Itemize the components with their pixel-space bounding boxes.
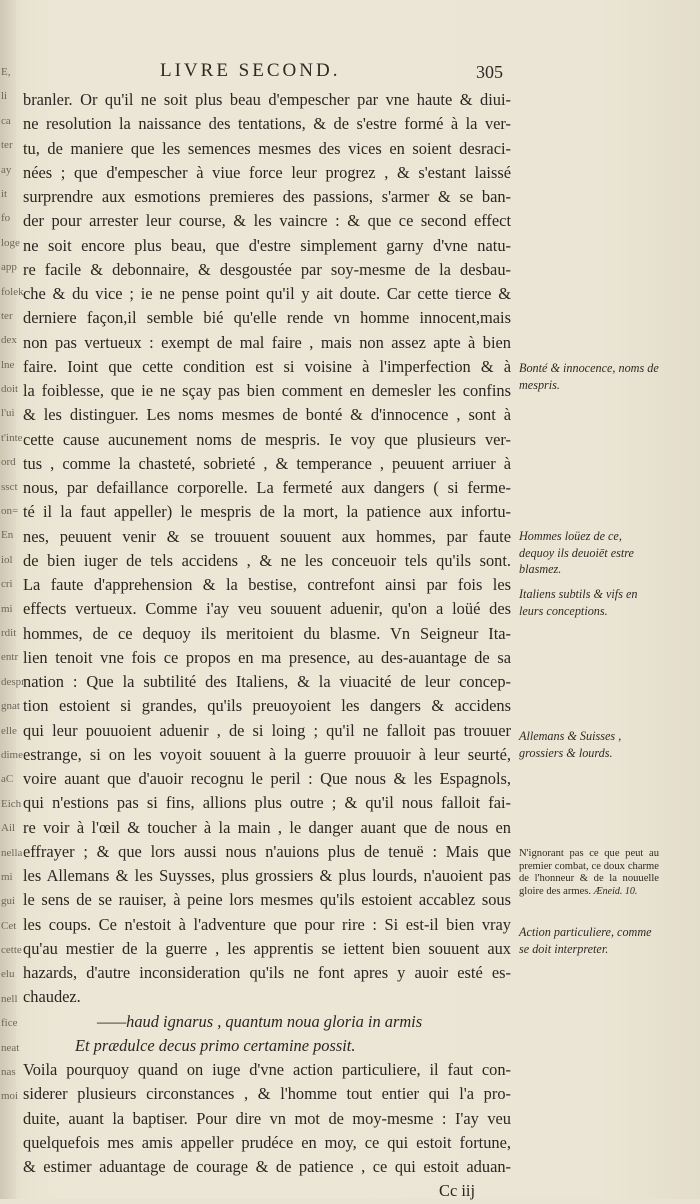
- text-line: re voir à l'œil & toucher à la main , le danger auant que de nous en: [23, 817, 511, 837]
- margin-note-translation: [519, 848, 659, 898]
- bleed-fragment: elle: [1, 724, 17, 737]
- bleed-fragment: elu: [1, 968, 15, 981]
- text-line: estrange, si on les voyoit souuent à la guerre prouuoir à leur seurté,: [23, 744, 511, 764]
- text-line: le sens de se rauiser, à peine lors mesmes qu'ils estoient accablez sous: [23, 890, 511, 910]
- bleed-fragment: ssct: [1, 480, 18, 493]
- bleed-fragment: it: [1, 187, 8, 200]
- source-citation: Æneid. 10.: [593, 885, 638, 897]
- text-line: de bien iuger de tels accidens , & ne les conceuoir tels qu'ils sont.: [23, 550, 511, 570]
- text-line: les Allemans & les Suysses, plus grossiers & plus lourds, n'auoient pas: [23, 866, 511, 885]
- latin-quote-line: ——haud ignarus , quantum noua gloria in armis: [97, 1011, 423, 1031]
- bleed-fragment: nell: [1, 992, 18, 1005]
- bleed-fragment: ay: [1, 163, 12, 176]
- text-line: voire auant que d'auoir recognu le peril : Que nous & les Espagnols,: [23, 769, 511, 788]
- margin-note: Action particuliere, comme se doit interpreter.: [519, 925, 652, 956]
- text-line: té il la faut appeller) le mespris de la mort, la patience aux infortu-: [23, 502, 511, 522]
- page-number: 305: [476, 62, 503, 82]
- text-line: les coups. Ce n'estoit à l'adventure que pour rire : Si est-il bien vray: [23, 914, 511, 934]
- bleed-fragment: cri: [1, 578, 13, 591]
- text-line: & estimer aduantage de courage & de patience , ce qui estoit aduan-: [23, 1157, 511, 1176]
- bleed-fragment: mi: [1, 870, 13, 883]
- text-line: siderer plusieurs circonstances , & l'homme tout entier qui l'a pro-: [23, 1084, 511, 1104]
- text-line: der pour arrester leur course, & les vaincre : & que ce second effect: [23, 211, 511, 231]
- margin-note: Italiens subtils & vifs en leurs conceptions.: [519, 587, 638, 618]
- bleed-fragment: moi: [1, 1090, 19, 1103]
- bleed-fragment: rdit: [1, 626, 17, 639]
- bleed-fragment: cette: [1, 944, 22, 957]
- text-line: derniere façon,il semble bié qu'elle rende vn homme innocent,mais: [23, 308, 511, 328]
- text-line: qu'au mestier de la guerre , les apprentis se iettent bien souuent aux: [23, 938, 511, 958]
- text-line: lien tenoit vne fois ce propos en ma presence, au des-auantage de sa: [23, 647, 511, 667]
- bleed-fragment: doit: [1, 383, 19, 396]
- bleed-fragment: nella: [1, 846, 23, 859]
- text-line: qui n'estions pas si fins, allions plus outre ; & qu'il nous falloit fai-: [23, 793, 511, 813]
- bleed-fragment: on=: [1, 505, 19, 518]
- bleed-fragment: fo: [1, 212, 11, 225]
- text-line: che & du vice ; ie ne pense point qu'il y ait doute. Car cette tierce &: [23, 284, 511, 303]
- text-line: hazards, d'autre inconsideration qu'ils ne font apres y auoir esté es-: [23, 963, 511, 982]
- bleed-fragment: neat: [1, 1041, 20, 1054]
- text-line: nées ; que d'empescher à viue force leur progrez , & s'estant laissé: [23, 162, 511, 182]
- text-line: nous, par defaillance corporelle. La fermeté aux dangers ( si ferme-: [23, 478, 511, 497]
- bleed-fragment: mi: [1, 602, 13, 615]
- text-line: tion estoient si grandes, qu'ils preuoyoient les dangers & accidens: [23, 696, 511, 716]
- text-line: effects vertueux. Comme i'ay veu souuent aduenir, qu'on a loüé des: [23, 599, 511, 619]
- text-line: re facile & debonnaire, & desgoustée par soy-mesme de la desbau-: [23, 259, 511, 279]
- text-line: nes, peuuent venir & se trouuent souuent aux hommes, par faute: [23, 526, 511, 546]
- bleed-fragment: folek: [1, 285, 24, 298]
- text-line: duite, auant la baptiser. Pour dire vn mot de moy-mesme : I'ay veu: [23, 1108, 511, 1128]
- text-line: ne resolution la naissance des tentations, & de s'estre formé à la ver-: [23, 114, 511, 134]
- bleed-fragment: dime: [1, 748, 23, 761]
- bleed-fragment: loge: [1, 236, 20, 249]
- text-line: faire. Ioint que cette condition est si voisine à l'imperfection & à: [23, 356, 511, 376]
- running-title: LIVRE SECOND.: [160, 60, 341, 81]
- bleed-fragment: ca: [1, 114, 11, 127]
- text-line: La faute d'apprehension & la bestise, contrefont ainsi par fois les: [23, 575, 511, 594]
- text-line: chaudez.: [23, 987, 81, 1007]
- text-line: tu, de maniere que les semences mesmes des vices en soient desraci-: [23, 138, 511, 158]
- bleed-fragment: gnat: [1, 700, 20, 713]
- bleed-fragment: app: [1, 261, 17, 274]
- text-line: cette cause aucunement noms de mespris. Ie voy que plusieurs ver-: [23, 429, 511, 449]
- bleed-fragment: aC: [1, 773, 14, 786]
- text-line: & les distinguer. Les noms mesmes de bonté & d'innocence , sont à: [23, 405, 511, 425]
- bleed-fragment: nas: [1, 1066, 16, 1079]
- bleed-fragment: E,: [1, 66, 11, 78]
- text-line: surprendre aux esmotions premieres des passions, s'armer & se ban-: [23, 187, 511, 206]
- margin-note: Allemans & Suisses , grossiers & lourds.: [519, 729, 622, 760]
- text-line: qui leur pouuoient aduenir , de si loing ; qu'il ne falloit pas trouuer: [23, 720, 511, 740]
- bleed-fragment: ord: [1, 456, 16, 469]
- text-line: quelquefois mes amis appeller prudéce en moy, ce qui estoit fortune,: [23, 1132, 511, 1152]
- bleed-fragment: Ail: [1, 822, 16, 835]
- latin-quote-line: Et prædulce decus primo certamine possit.: [75, 1035, 356, 1055]
- bleed-fragment: l'ui: [1, 407, 15, 420]
- bleed-fragment: ter: [1, 309, 13, 322]
- margin-note: Hommes loüez de ce, dequoy ils deuoiēt estre blasmez.: [519, 529, 634, 576]
- text-line: hommes, de ce dequoy ils meritoient du blasme. Vn Seigneur Ita-: [23, 623, 511, 643]
- translation-text: N'ignorant pas ce que peut au premier combat, ce doux charme de l'honneur & de la nouuelle gloire des armes.: [519, 848, 659, 897]
- text-line: non pas vertueux : exempt de mal faire , mais non assez apte à bien: [23, 332, 511, 352]
- bleed-fragment: dex: [1, 334, 17, 347]
- text-line: effrayer ; & que lors aussi nous n'auions plus de tenuë : Mais que: [23, 841, 511, 861]
- bleed-fragment: t'inte: [1, 431, 23, 444]
- bleed-fragment: En: [1, 529, 14, 542]
- text-line: Voila pourquoy quand on iuge d'vne action particuliere, il faut con-: [23, 1060, 511, 1079]
- bleed-fragment: Cet: [1, 919, 17, 932]
- bleed-fragment: entr: [1, 651, 19, 664]
- text-line: nation : Que la subtilité des Italiens, & la viuacité de leur concep-: [23, 672, 511, 691]
- bleed-fragment: fice: [1, 1017, 18, 1030]
- bleed-fragment: iol: [1, 553, 13, 566]
- text-line: branler. Or qu'il ne soit plus beau d'empescher par vne haute & diui-: [23, 90, 511, 109]
- bleed-fragment: lne: [1, 358, 15, 371]
- main-text-block: [23, 88, 511, 1204]
- text-line: tus , comme la chasteté, sobrieté , & temperance , peuuent arriuer à: [23, 453, 511, 473]
- bleed-fragment: Eich: [1, 797, 22, 810]
- text-line: la foiblesse, que ie ne sçay pas bien comment en demesler les confins: [23, 381, 511, 400]
- margin-note: Bonté & innocence, noms de mespris.: [519, 361, 659, 392]
- text-line: ne soit encore plus beau, que d'estre simplement garny d'vne natu-: [23, 235, 511, 255]
- bleed-fragment: despr: [1, 675, 25, 688]
- signature-mark: Cc iij: [439, 1181, 475, 1201]
- bleed-fragment: li: [1, 90, 8, 103]
- bleed-fragment: gui: [1, 895, 16, 908]
- bleed-fragment: ter: [1, 139, 13, 152]
- facing-page-bleed: [1, 60, 25, 1109]
